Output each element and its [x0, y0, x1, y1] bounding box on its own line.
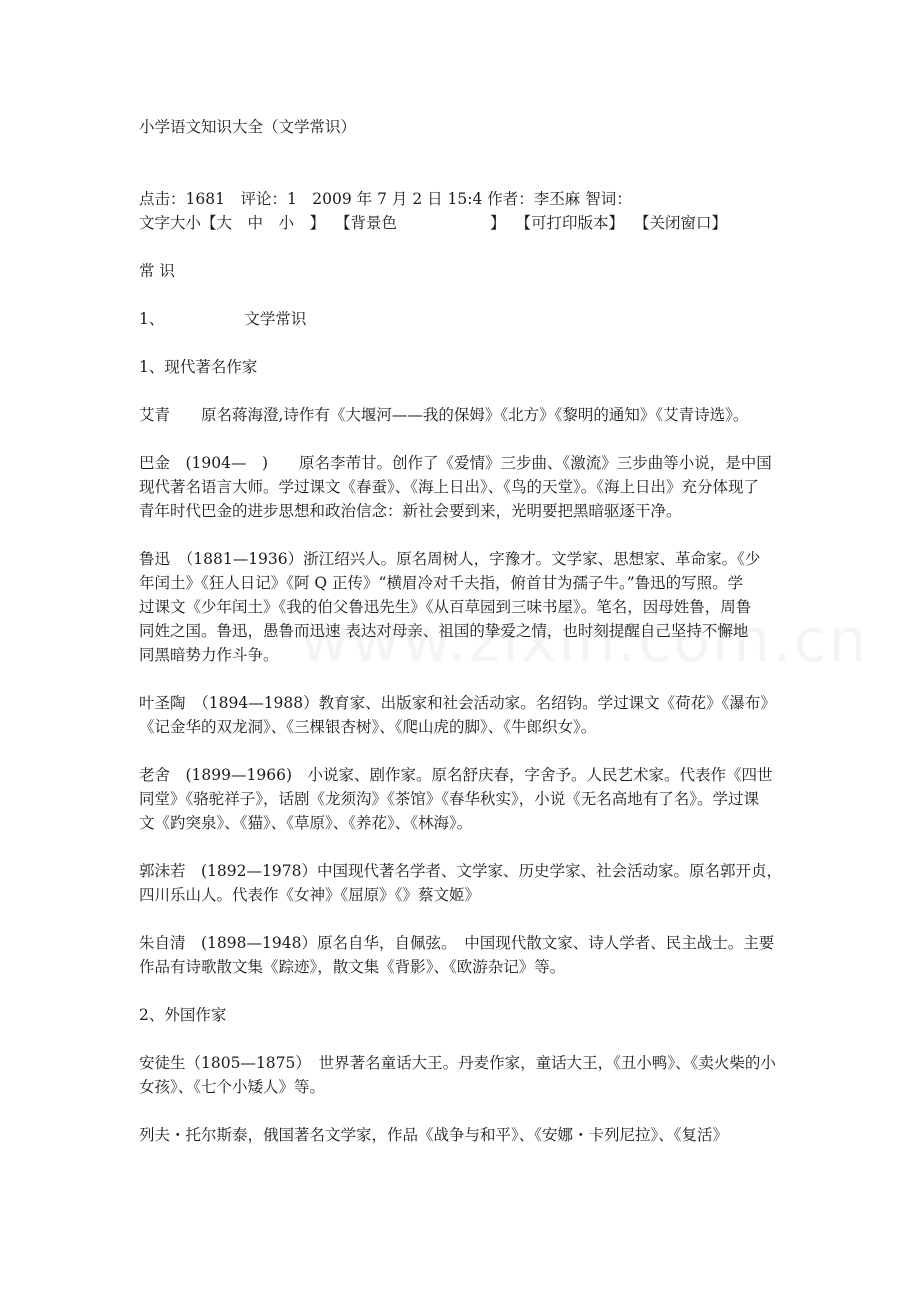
entry-line: 现代著名语言大师。学过课文《春蚕》、《海上日出》、《鸟的天堂》。《海上日出》充分体现了: [139, 478, 760, 496]
entry-line: 同黑暗势力作斗争。: [139, 646, 279, 664]
subheading-foreign-authors: 2、外国作家: [139, 1006, 227, 1024]
toolbar: [139, 211, 789, 235]
font-size-control[interactable]: 文字大小【大 中 小 】: [139, 214, 326, 232]
author-entry-bajin: [139, 451, 784, 523]
heading-number: 1、: [139, 310, 165, 328]
close-window-link[interactable]: 【关闭窗口】: [634, 214, 728, 232]
entry-line: 朱自清 (1898—1948）原名自华，自佩弦。 中国现代散文家、诗人学者、民主战士。主要: [139, 934, 775, 952]
entry-line: 安徒生（1805—1875） 世界著名童话大王。丹麦作家，童话大王，《丑小鸭》、《卖火柴的小: [139, 1054, 776, 1072]
entry-line: 《记金华的双龙洞》、《三棵银杏树》、《爬山虎的脚》、《牛郎织女》。: [139, 718, 597, 736]
author-entry-tolstoy: [139, 1123, 784, 1147]
author-entry-zhuziqing: [139, 931, 784, 979]
entry-line: 叶圣陶 （1894—1988）教育家、出版家和社会活动家。名绍钧。学过课文《荷花》《瀑布》: [139, 694, 776, 712]
heading-text: 文学常识: [244, 310, 307, 328]
numbered-heading: [139, 307, 789, 331]
entry-line: 鲁迅 （1881—1936）浙江绍兴人。原名周树人，字豫才。文学家、思想家、革命家。《少: [139, 550, 761, 568]
meta-line: 点击：1681 评论：1 2009 年 7 月 2 日 15:4 作者：李丕麻 智词：: [139, 190, 632, 208]
entry-line: 同堂》《骆驼祥子》，话剧《龙须沟》《茶馆》《春华秋实》，小说《无名高地有了名》。学过课: [139, 790, 760, 808]
bg-color-control[interactable]: 【背景色 】: [335, 214, 506, 232]
author-entry-laoshe: [139, 763, 784, 835]
author-entry-andersen: [139, 1051, 784, 1099]
entry-line: 文《趵突泉》、《猫》、《草原》、《养花》、《林海》。: [139, 814, 473, 832]
entry-line: 四川乐山人。代表作《女神》《屈原》《》蔡文姬》: [139, 886, 481, 904]
entry-line: 作品有诗歌散文集《踪迹》，散文集《背影》、《欧游杂记》等。: [139, 958, 566, 976]
entry-line: 列夫・托尔斯泰，俄国著名文学家，作品《战争与和平》、《安娜・卡列尼拉》、《复活》: [139, 1126, 729, 1144]
entry-line: 艾青 原名蒋海澄,诗作有《大堰河——我的保姆》《北方》《黎明的通知》《艾青诗选》。: [139, 406, 749, 424]
author-entry-luxun: [139, 547, 784, 667]
entry-line: 过课文《少年闰土》《我的伯父鲁迅先生》《从百草园到三味书屋》。笔名，因母姓鲁，周鲁: [139, 598, 752, 616]
subheading-modern-authors: 1、现代著名作家: [139, 358, 258, 376]
entry-line: 青年时代巴金的进步思想和政治信念：新社会要到来，光明要把黑暗驱逐干净。: [139, 502, 682, 520]
entry-line: 同姓之国。鲁迅，愚鲁而迅速 表达对母亲、祖国的挚爱之情，也时刻提醒自己坚持不懈地: [139, 622, 749, 640]
entry-line: 女孩》、《七个小矮人》等。: [139, 1078, 326, 1096]
entry-line: 老舍 (1899—1966) 小说家、剧作家。原名舒庆春，字舍予。人民艺术家。代表作《四世: [139, 766, 773, 784]
entry-line: 巴金 (1904— ) 原名李芾甘。创作了《爱情》三步曲、《激流》三步曲等小说，是中国: [139, 454, 772, 472]
author-entry-yeshengtao: [139, 691, 784, 739]
entry-line: 郭沫若 (1892—1978）中国现代著名学者、文学家、历史学家、社会活动家。原名郭开贞，: [139, 862, 782, 880]
author-entry-aiqing: [139, 403, 784, 427]
document-title: 小学语文知识大全（文学常识）: [139, 118, 357, 136]
section-heading: 常 识: [139, 262, 175, 280]
author-entry-guomoruo: [139, 859, 784, 907]
printable-version-link[interactable]: 【可打印版本】: [515, 214, 625, 232]
entry-line: 年闰土》《狂人日记》《阿 Q 正传》“横眉冷对千夫指，俯首甘为孺子牛。”鲁迅的写照。学: [139, 574, 744, 592]
